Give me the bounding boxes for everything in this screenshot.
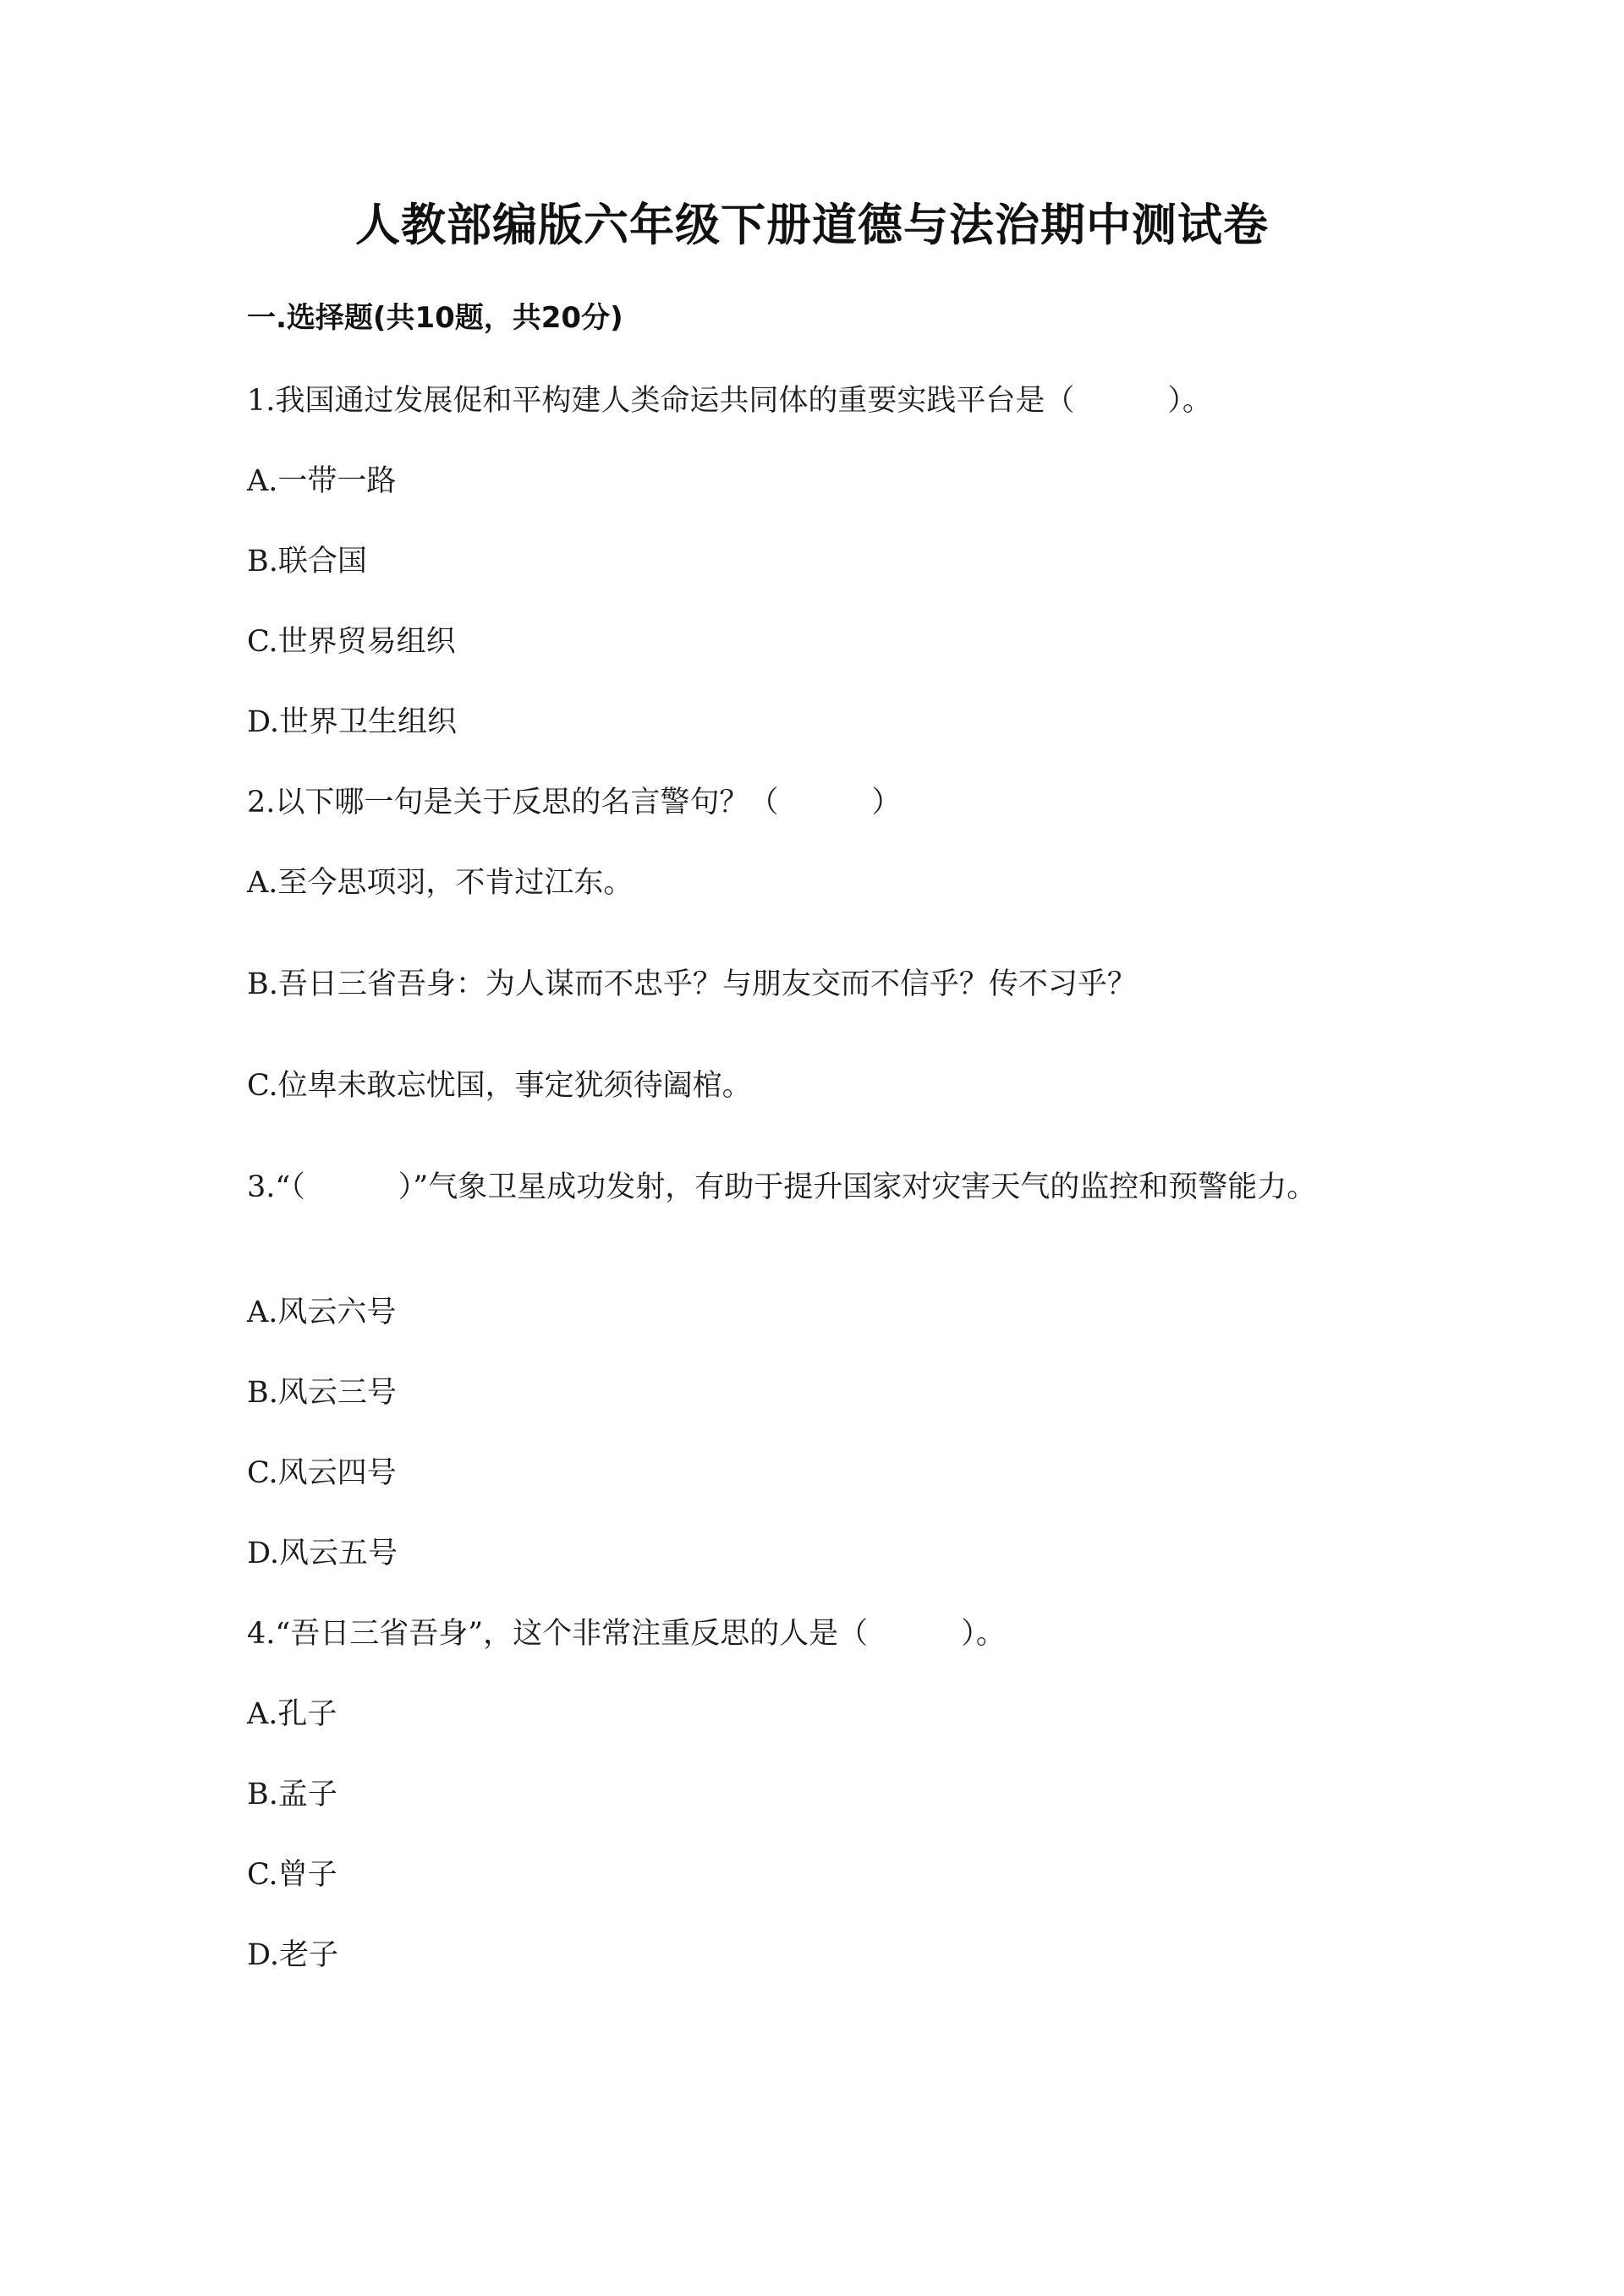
question-4-option-d: D.老子 bbox=[247, 1938, 338, 1972]
question-1-option-a: A.一带一路 bbox=[247, 464, 397, 498]
question-3-option-d: D.风云五号 bbox=[247, 1537, 398, 1570]
question-3-option-c: C.风云四号 bbox=[247, 1456, 397, 1490]
question-1-option-c: C.世界贸易组织 bbox=[247, 625, 456, 659]
question-2-option-b: B.吾日三省吾身：为人谋而不忠乎？与朋友交而不信乎？传不习乎？ bbox=[247, 967, 1137, 1001]
question-4-stem bbox=[247, 1612, 1006, 1656]
question-1-stem bbox=[247, 379, 1212, 423]
question-2-option-c: C.位卑未敢忘忧国，事定犹须待阖棺。 bbox=[247, 1069, 752, 1103]
question-3-stem-text: 3.“（ bbox=[247, 1170, 305, 1204]
question-4-option-a: A.孔子 bbox=[247, 1697, 337, 1731]
question-4-stem-end: ）。 bbox=[961, 1617, 1006, 1651]
question-1-stem-end: ）。 bbox=[1167, 384, 1212, 418]
exam-title: 人教部编版六年级下册道德与法治期中测试卷 bbox=[355, 200, 1269, 251]
question-1-option-b: B.联合国 bbox=[247, 545, 367, 578]
question-4-stem-text: 4.“吾日三省吾身”，这个非常注重反思的人是（ bbox=[247, 1617, 869, 1651]
question-2-stem-end: ） bbox=[871, 786, 902, 819]
question-2-stem-text: 2.以下哪一句是关于反思的名言警句？（ bbox=[247, 786, 779, 819]
question-1-stem-text: 1.我国通过发展促和平构建人类命运共同体的重要实践平台是（ bbox=[247, 384, 1075, 418]
question-3-option-b: B.风云三号 bbox=[247, 1376, 397, 1410]
question-3-stem bbox=[247, 1165, 1380, 1209]
question-2-stem bbox=[247, 781, 901, 825]
question-4-option-c: C.曾子 bbox=[247, 1858, 337, 1892]
question-3-option-a: A.风云六号 bbox=[247, 1296, 397, 1329]
question-1-option-d: D.世界卫生组织 bbox=[247, 705, 457, 739]
question-4-option-b: B.孟子 bbox=[247, 1778, 337, 1811]
section-heading: 一.选择题(共10题，共20分) bbox=[247, 301, 623, 335]
question-3-stem-end: ）”气象卫星成功发射，有助于提升国家对灾害天气的监控和预警能力。 bbox=[398, 1170, 1317, 1204]
question-2-option-a: A.至今思项羽，不肯过江东。 bbox=[247, 866, 634, 900]
